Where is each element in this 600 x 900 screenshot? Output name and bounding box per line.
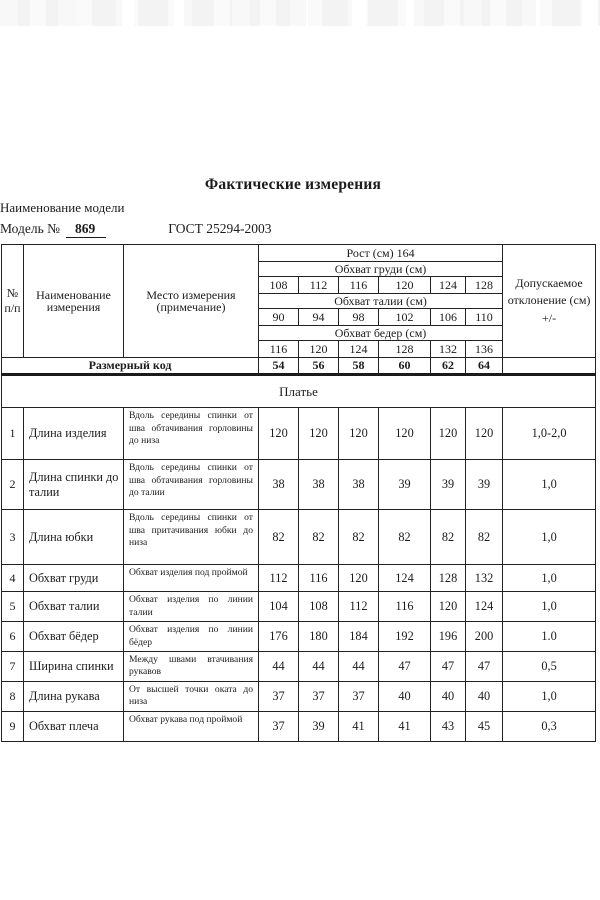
row-place: Обхват изделия под проймой [124,565,259,592]
row-value: 43 [431,711,466,741]
row-value: 39 [379,460,431,510]
row-value: 44 [259,652,299,682]
model-number-value: 869 [66,221,106,238]
row-value: 39 [431,460,466,510]
row-value: 128 [431,565,466,592]
row-deviation: 1,0 [503,592,596,622]
row-num: 4 [2,565,24,592]
waist-size: 94 [299,309,339,326]
row-value: 124 [466,592,503,622]
row-place: Обхват изделия по линии бёдер [124,622,259,652]
row-place: Вдоль середины спинки от шва обтачивания горловины до талии [124,460,259,510]
row-num: 5 [2,592,24,622]
chest-size: 124 [431,277,466,294]
section-title: Платье [2,375,596,408]
row-name: Длина юбки [24,510,124,565]
row-name: Обхват бёдер [24,622,124,652]
row-place: От высшей точки оката до низа [124,681,259,711]
table-row [2,592,596,622]
size-code: 54 [259,358,299,375]
row-deviation: 1,0 [503,565,596,592]
hip-size: 124 [339,341,379,358]
chest-size: 128 [466,277,503,294]
row-value: 82 [259,510,299,565]
row-name: Длина спинки до талии [24,460,124,510]
hip-size: 136 [466,341,503,358]
row-value: 41 [379,711,431,741]
row-value: 116 [379,592,431,622]
row-value: 47 [379,652,431,682]
row-value: 184 [339,622,379,652]
hip-size: 116 [259,341,299,358]
row-value: 120 [259,408,299,460]
row-value: 44 [299,652,339,682]
row-num: 8 [2,681,24,711]
size-code-label: Размерный код [2,358,259,375]
row-value: 37 [339,681,379,711]
row-place: Вдоль середины спинки от шва обтачивания горловины до низа [124,408,259,460]
chest-size: 108 [259,277,299,294]
hip-size: 132 [431,341,466,358]
waist-size: 110 [466,309,503,326]
table-row [2,622,596,652]
row-value: 37 [259,681,299,711]
size-code: 64 [466,358,503,375]
row-num: 7 [2,652,24,682]
table-row [2,460,596,510]
table-row [2,565,596,592]
row-value: 39 [299,711,339,741]
row-value: 44 [339,652,379,682]
row-value: 120 [466,408,503,460]
row-value: 38 [259,460,299,510]
row-value: 176 [259,622,299,652]
row-value: 40 [379,681,431,711]
row-value: 45 [466,711,503,741]
waist-size: 98 [339,309,379,326]
size-code: 62 [431,358,466,375]
row-name: Обхват плеча [24,711,124,741]
row-value: 104 [259,592,299,622]
row-place: Обхват изделия по линии талии [124,592,259,622]
hip-size: 128 [379,341,431,358]
table-row [2,711,596,741]
header-hips: Обхват бедер (см) [259,326,503,341]
model-name-label: Наименование модели [0,200,125,215]
row-value: 112 [259,565,299,592]
row-name: Длина рукава [24,681,124,711]
row-name: Обхват талии [24,592,124,622]
row-value: 132 [466,565,503,592]
row-value: 200 [466,622,503,652]
table-row [2,510,596,565]
col-header-num: № п/п [2,245,24,358]
table-row [2,681,596,711]
row-value: 116 [299,565,339,592]
row-place: Обхват рукава под проймой [124,711,259,741]
chest-size: 120 [379,277,431,294]
hip-size: 120 [299,341,339,358]
row-value: 82 [431,510,466,565]
row-place: Между швами втачивания рукавов [124,652,259,682]
model-line [0,221,600,237]
table-row [2,408,596,460]
chest-size: 112 [299,277,339,294]
size-code: 58 [339,358,379,375]
row-value: 120 [379,408,431,460]
row-value: 47 [431,652,466,682]
waist-size: 106 [431,309,466,326]
row-place: Вдоль середины спинки от шва притачивания юбки до низа [124,510,259,565]
row-deviation: 1.0 [503,622,596,652]
col-header-place: Место измерения (примечание) [124,245,259,358]
header-growth: Рост (см) 164 [259,245,503,262]
row-deviation: 1,0 [503,510,596,565]
row-num: 9 [2,711,24,741]
row-num: 6 [2,622,24,652]
header-waist: Обхват талии (см) [259,294,503,309]
row-num: 3 [2,510,24,565]
row-name: Обхват груди [24,565,124,592]
row-value: 112 [339,592,379,622]
row-value: 120 [339,408,379,460]
row-value: 38 [299,460,339,510]
col-header-deviation: Допускаемое отклонение (см) +/- [503,245,596,358]
row-value: 40 [466,681,503,711]
row-num: 2 [2,460,24,510]
row-value: 82 [339,510,379,565]
row-value: 180 [299,622,339,652]
document-title: Фактические измерения [204,176,382,193]
row-value: 82 [379,510,431,565]
measurements-table [1,244,596,742]
row-value: 120 [431,592,466,622]
row-name: Длина изделия [24,408,124,460]
row-value: 38 [339,460,379,510]
row-value: 37 [259,711,299,741]
model-number-label: Модель № [0,220,61,236]
header-chest: Обхват груди (см) [259,262,503,277]
row-value: 120 [431,408,466,460]
row-value: 108 [299,592,339,622]
row-deviation: 1,0 [503,460,596,510]
row-value: 82 [466,510,503,565]
row-value: 39 [466,460,503,510]
gost-standard: ГОСТ 25294-2003 [168,220,272,236]
row-value: 37 [299,681,339,711]
row-value: 120 [299,408,339,460]
size-code-row [2,358,596,375]
row-deviation: 1,0-2,0 [503,408,596,460]
size-code-deviation-empty [503,358,596,375]
row-value: 41 [339,711,379,741]
chest-size: 116 [339,277,379,294]
row-value: 192 [379,622,431,652]
size-code: 56 [299,358,339,375]
row-value: 120 [339,565,379,592]
col-header-name: Наименование измерения [24,245,124,358]
row-value: 196 [431,622,466,652]
row-value: 82 [299,510,339,565]
row-value: 47 [466,652,503,682]
row-name: Ширина спинки [24,652,124,682]
table-row [2,652,596,682]
size-code: 60 [379,358,431,375]
row-deviation: 0,5 [503,652,596,682]
row-value: 124 [379,565,431,592]
row-num: 1 [2,408,24,460]
row-deviation: 0,3 [503,711,596,741]
waist-size: 102 [379,309,431,326]
row-value: 40 [431,681,466,711]
waist-size: 90 [259,309,299,326]
row-deviation: 1,0 [503,681,596,711]
